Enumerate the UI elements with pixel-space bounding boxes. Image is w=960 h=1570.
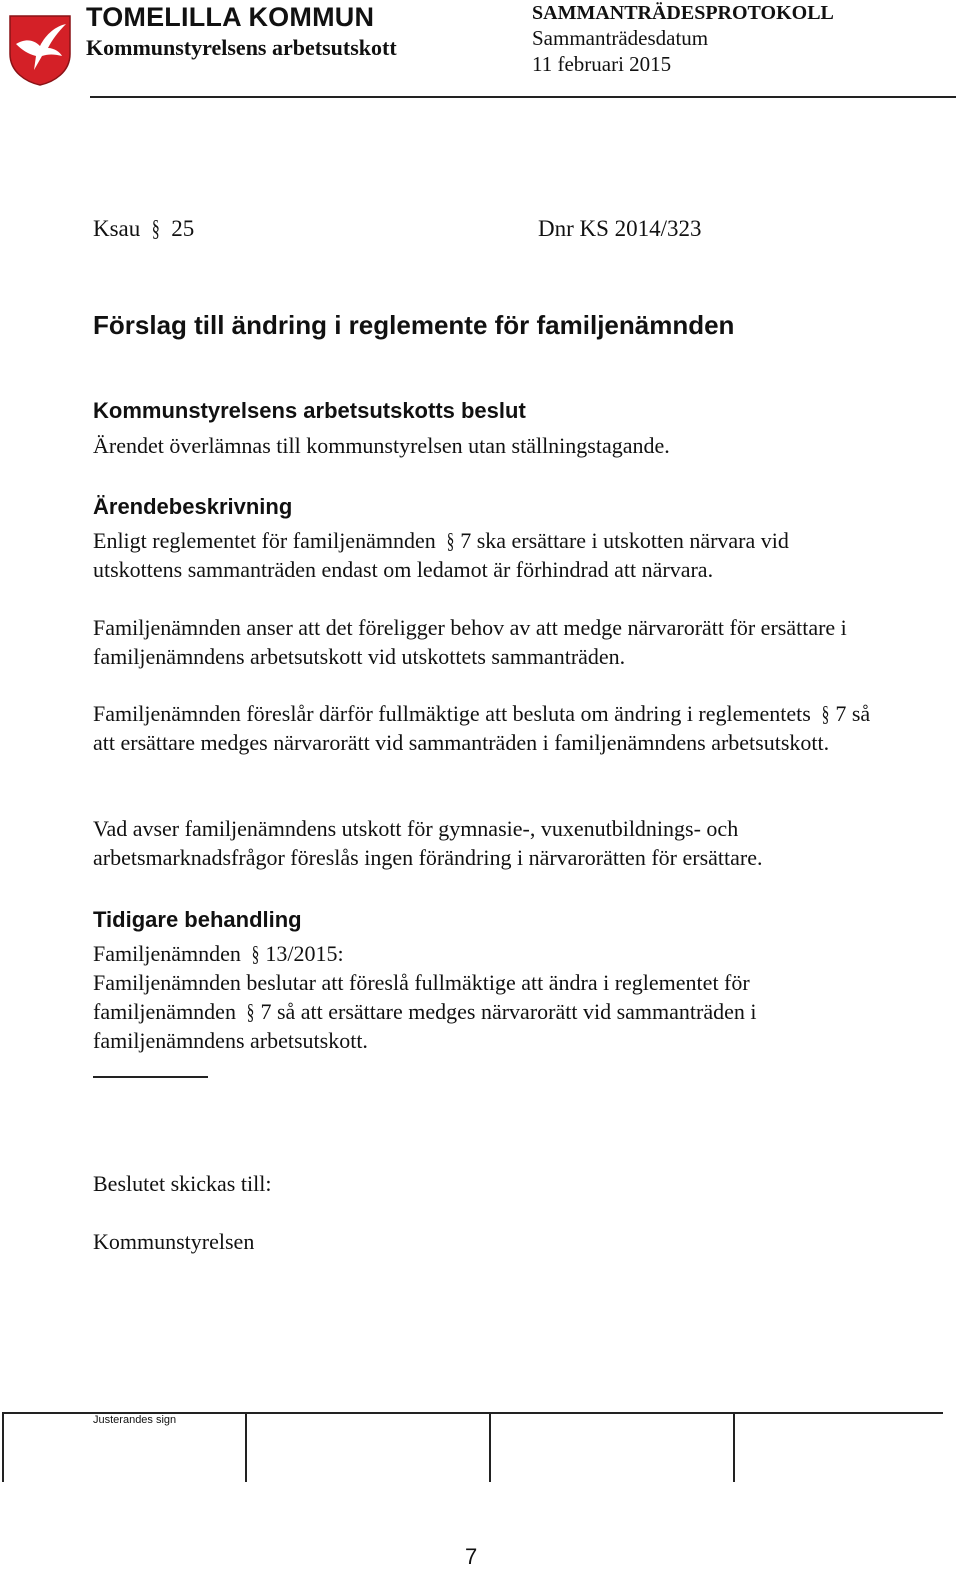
- date-label: Sammanträdesdatum: [532, 26, 709, 50]
- description-paragraph-2: Familjenämnden anser att det föreligger behov av att medge närvarorätt för ersättare i familjenämndens arbetsutskott vid utskottets sammanträden.: [93, 615, 847, 669]
- section-symbol: §: [247, 999, 255, 1024]
- section-symbol: §: [252, 941, 260, 966]
- signature-cell-divider: [245, 1412, 247, 1482]
- paragraph-text: 7 så att ersättare medges närvarorätt vid sammanträden i familjenämndens arbetsutskott.: [93, 999, 757, 1053]
- document-title: Förslag till ändring i reglemente för familjenämnden: [93, 310, 735, 340]
- previous-handling-ref: [93, 939, 883, 968]
- decision-text: Ärendet överlämnas till kommunstyrelsen utan ställningstagande.: [93, 433, 670, 458]
- section-divider: [93, 1076, 208, 1078]
- previous-handling-heading: Tidigare behandling: [93, 907, 302, 932]
- organization-subtitle: Kommunstyrelsens arbetsutskott: [86, 35, 397, 60]
- description-heading: Ärendebeskrivning: [93, 494, 293, 519]
- paragraph-text: 7 så att ersättare medges närvarorätt vid sammanträden i familjenämndens arbetsutskott.: [93, 701, 871, 755]
- section-symbol: §: [151, 216, 160, 241]
- case-dnr: Dnr KS 2014/323: [538, 216, 702, 241]
- meeting-date: 11 februari 2015: [532, 52, 672, 76]
- paragraph-text: 13/2015:: [265, 941, 344, 966]
- case-section-ref: [93, 216, 194, 242]
- case-prefix: Ksau: [93, 216, 141, 241]
- header-divider: [90, 96, 956, 98]
- distribution-recipient: Kommunstyrelsen: [93, 1229, 255, 1254]
- paragraph-text: 7 ska ersättare i utskotten närvara vid utskottens sammanträden endast om ledamot är förhindrad att närvara.: [93, 528, 789, 582]
- organization-name: TOMELILLA KOMMUN: [86, 2, 375, 32]
- signature-cell-divider: [733, 1412, 735, 1482]
- section-symbol: §: [821, 701, 830, 726]
- coat-of-arms-icon: [8, 14, 72, 86]
- protocol-title: SAMMANTRÄDESPROTOKOLL: [532, 2, 834, 24]
- description-paragraph-4: Vad avser familjenämndens utskott för gymnasie-, vuxenutbildnings- och arbetsmarknadsfrågor föreslås ingen förändring i närvarorätten för ersättare.: [93, 816, 763, 870]
- case-number: 25: [171, 216, 195, 241]
- signature-label: Justerandes sign: [93, 1414, 177, 1426]
- description-paragraph-1: [93, 526, 883, 584]
- signature-cell-divider: [489, 1412, 491, 1482]
- decision-heading: Kommunstyrelsens arbetsutskotts beslut: [93, 398, 526, 423]
- description-paragraph-3: [93, 699, 883, 757]
- page-number: 7: [465, 1544, 478, 1569]
- signature-cell-divider: [2, 1412, 4, 1482]
- paragraph-text: Enligt reglementet för familjenämnden: [93, 528, 436, 553]
- section-symbol: §: [446, 528, 455, 553]
- distribution-label: Beslutet skickas till:: [93, 1171, 272, 1196]
- previous-handling-text: [93, 968, 883, 1055]
- paragraph-text: Familjenämnden: [93, 941, 241, 966]
- paragraph-text: Familjenämnden beslutar att föreslå fullmäktige att ändra i reglementet för familjenämnden: [93, 970, 750, 1024]
- paragraph-text: Familjenämnden föreslår därför fullmäktige att besluta om ändring i reglementets: [93, 701, 811, 726]
